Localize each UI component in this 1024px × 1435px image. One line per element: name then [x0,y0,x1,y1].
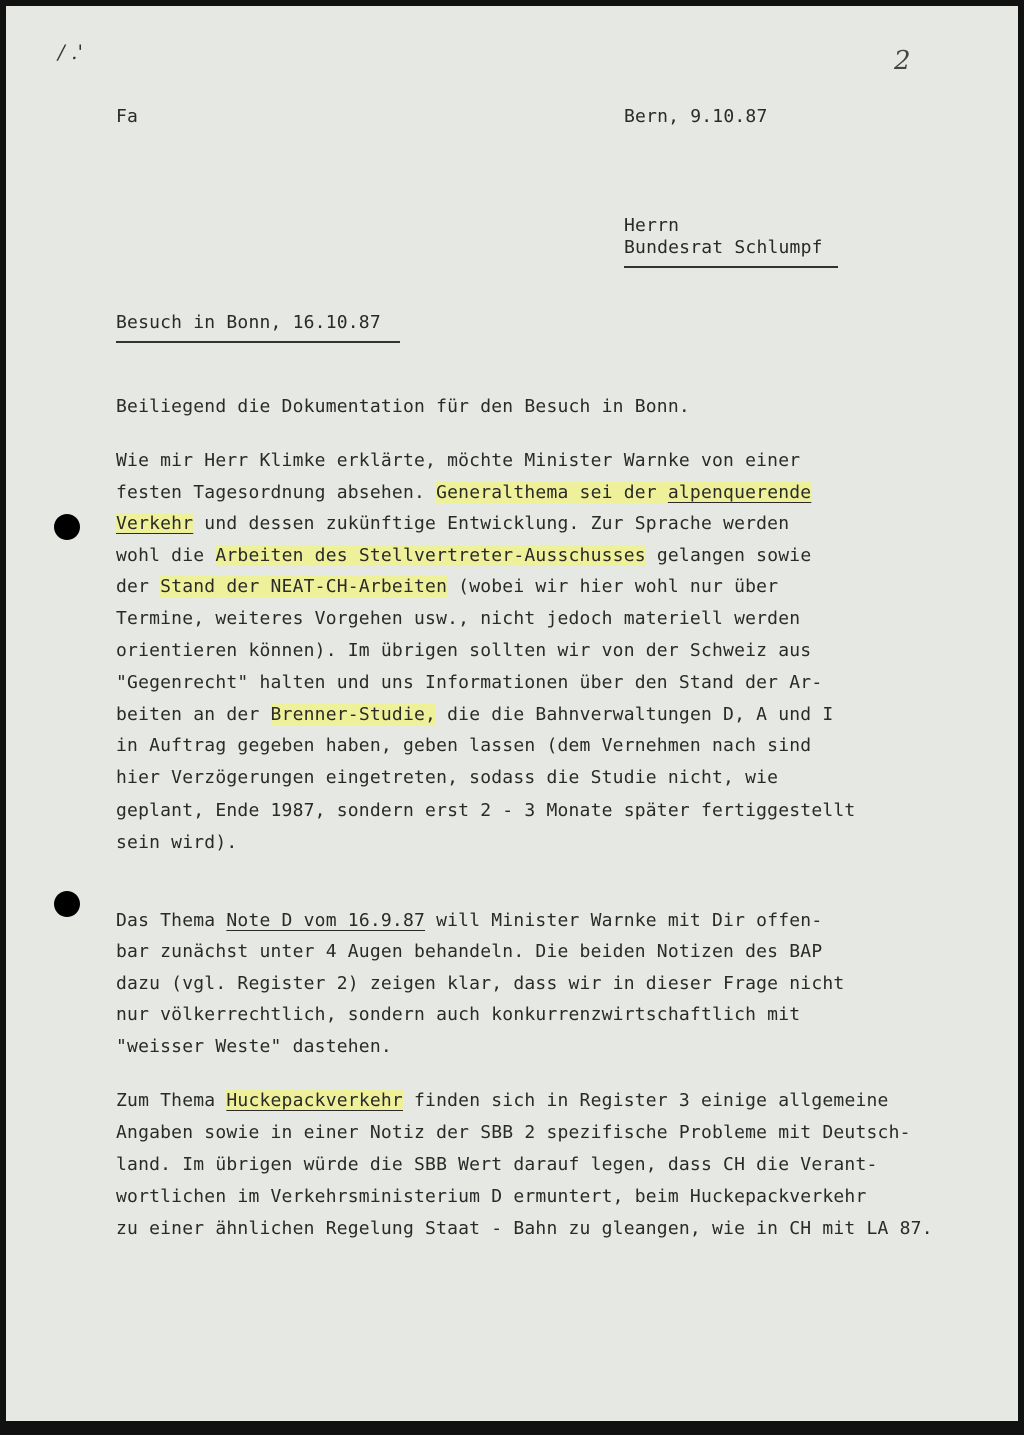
text-segment: der [116,576,161,597]
text-line [116,545,811,567]
punch-hole-lower [54,891,80,917]
text-segment: will Minister Warnke mit Dir offen- [425,910,823,931]
intro-paragraph: Beiliegend die Dokumentation für den Besuch in Bonn. [116,396,690,417]
text-line: Wie mir Herr Klimke erklärte, möchte Minister Warnke von einer [116,450,801,471]
highlighted-underlined-text: Verkehr [116,513,194,534]
text-line: orientieren können). Im übrigen sollten wir von der Schweiz aus [116,640,812,661]
handwritten-tick: / .' [58,40,83,64]
text-line: Angaben sowie in einer Notiz der SBB 2 spezifische Probleme mit Deutsch- [116,1122,911,1143]
document-page [6,6,1018,1421]
text-segment: Zum Thema [116,1090,227,1111]
highlighted-text: Stand der NEAT-CH-Arbeiten [160,576,448,597]
subject-line: Besuch in Bonn, 16.10.87 [116,312,381,333]
text-line: wortlichen im Verkehrsministerium D ermuntert, beim Huckepackverkehr [116,1186,867,1207]
text-segment: festen Tagesordnung absehen. [116,482,437,503]
text-segment: (wobei wir hier wohl nur über [447,576,779,597]
text-segment: wohl die [116,545,216,566]
text-line: land. Im übrigen würde die SBB Wert darauf legen, dass CH die Verant- [116,1154,878,1175]
text-line: dazu (vgl. Register 2) zeigen klar, dass wir in dieser Frage nicht [116,973,845,994]
highlighted-text: Brenner-Studie, [270,704,437,725]
text-line: geplant, Ende 1987, sondern erst 2 - 3 Monate später fertiggestellt [116,800,856,821]
highlighted-underlined-text: Huckepackverkehr [226,1090,403,1111]
text-segment: finden sich in Register 3 einige allgemeine [402,1090,889,1111]
text-line: Termine, weiteres Vorgehen usw., nicht jedoch materiell werden [116,608,801,629]
text-line [116,576,778,598]
text-line: in Auftrag gegeben haben, geben lassen (dem Vernehmen nach sind [116,735,812,756]
subject-underline [116,341,400,343]
text-line: "Gegenrecht" halten und uns Informationen über den Stand der Ar- [116,672,823,693]
text-segment: gelangen sowie [645,545,812,566]
text-line: zu einer ähnlichen Regelung Staat - Bahn zu gleangen, wie in CH mit LA 87. [116,1218,933,1239]
text-line [116,704,833,726]
highlighted-text: Arbeiten des Stellvertreter-Ausschusses [215,545,646,566]
punch-hole-upper [54,514,80,540]
text-line [116,482,811,504]
text-line [116,513,789,535]
text-line: nur völkerrechtlich, sondern auch konkurrenzwirtschaftlich mit [116,1004,801,1025]
text-line: hier Verzögerungen eingetreten, sodass die Studie nicht, wie [116,767,779,788]
recipient-salutation: Herrn [624,215,680,236]
text-line [116,910,822,932]
text-line: "weisser Weste" dastehen. [116,1036,392,1057]
text-line: sein wird). [116,832,238,853]
underlined-text: Note D vom 16.9.87 [226,910,426,931]
text-line: bar zunächst unter 4 Augen behandeln. Die beiden Notizen des BAP [116,941,823,962]
text-segment: und dessen zukünftige Entwicklung. Zur Sprache werden [193,513,790,534]
recipient-underline [624,266,838,268]
handwritten-page-number: 2 [894,46,911,76]
highlighted-text: Generalthema sei der [436,482,668,503]
recipient-name: Bundesrat Schlumpf [624,237,823,258]
place-date: Bern, 9.10.87 [624,106,768,127]
text-segment: beiten an der [116,704,271,725]
text-segment: Das Thema [116,910,227,931]
sender-initials: Fa [116,106,139,127]
highlighted-underlined-text: alpenquerende [667,482,812,503]
text-line [116,1090,889,1112]
text-segment: die die Bahnverwaltungen D, A und I [436,704,834,725]
